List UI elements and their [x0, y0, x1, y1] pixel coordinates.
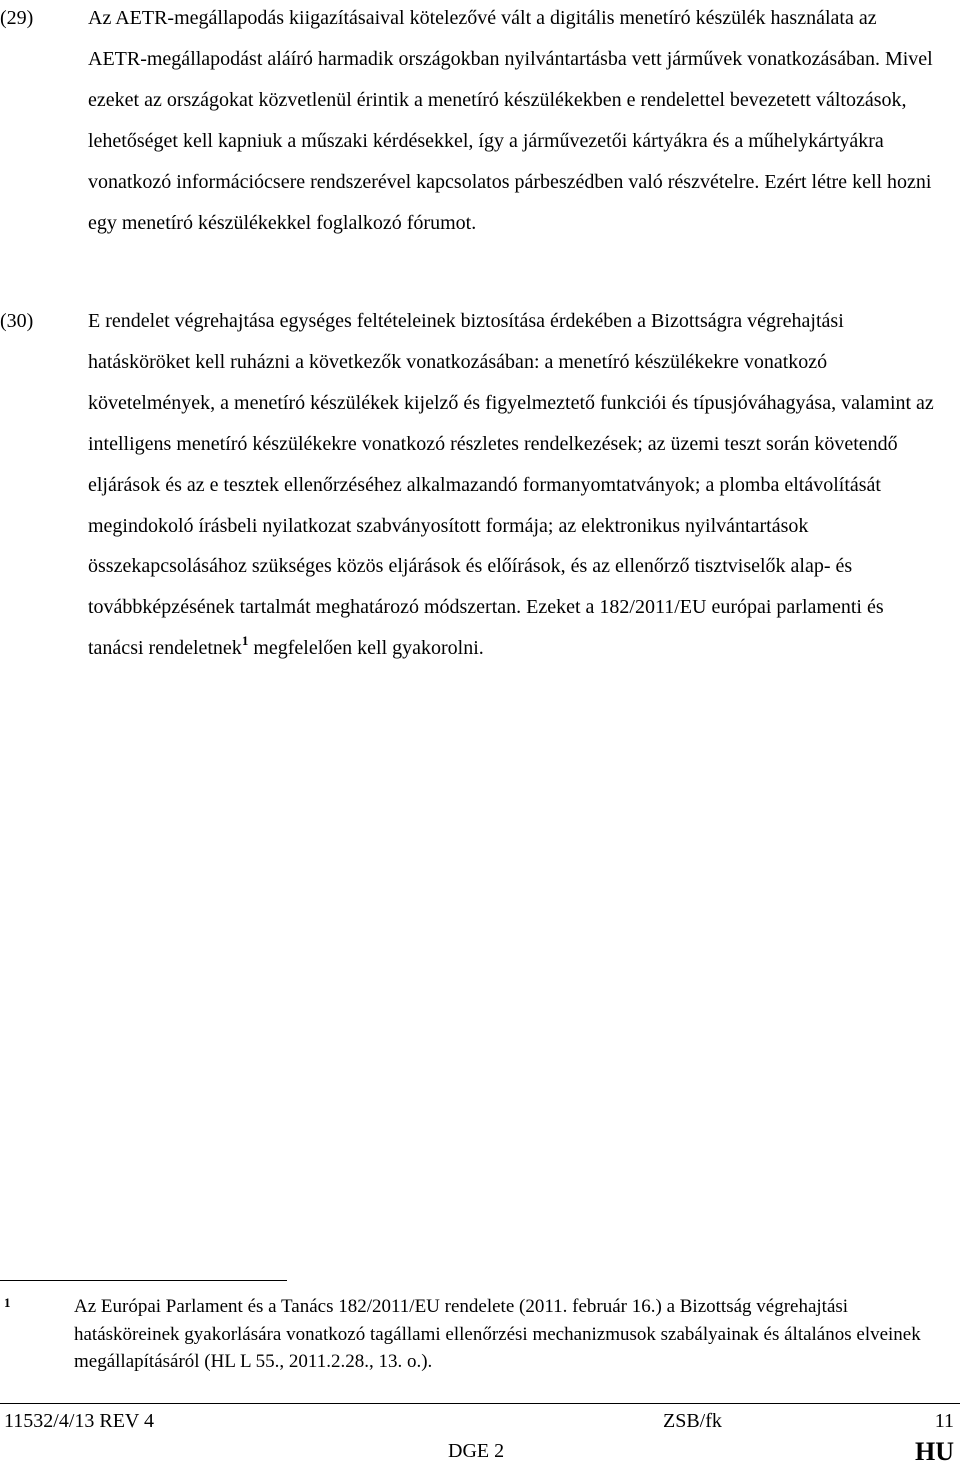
footnote-text: Az Európai Parlament és a Tanács 182/2011/EU rendelete (2011. február 16.) a Bizottság végrehajtási hatásköreinek gyakorlására vonatkozó tagállami ellenőrzési mechanizmusok szabályainak és általános elveinek megállapításáról (HL L 55., 2011.2.28., 13. o.).: [74, 1296, 921, 1372]
recital-text: Az AETR-megállapodás kiigazításaival kötelezővé vált a digitális menetíró készülék használata az AETR-megállapodást aláíró harmadik országokban nyilvántartásba vett járművek vonatkozásában. Mivel ezeket az országokat közvetlenül érintik a menetíró készülékekben e rendelettel bevezetett változások, lehetőséget kell kapniuk a műszaki kérdésekkel, így a járművezetői kártyákra és a műhelykártyákra vonatkozó információcsere rendszerével kapcsolatos párbeszédben való részvételre. Ezért létre kell hozni egy menetíró készülékekkel foglalkozó fórumot.: [88, 7, 933, 234]
footer-reference: ZSB/fk: [663, 1410, 722, 1432]
recital-number: (30): [0, 310, 34, 332]
recital-number: (29): [0, 7, 34, 29]
footer-directorate: DGE 2: [448, 1440, 505, 1462]
footer-rule: [0, 1403, 960, 1404]
recital-text-main: E rendelet végrehajtása egységes feltételeinek biztosítása érdekében a Bizottságra végrehajtási hatásköröket kell ruházni a következők vonatkozásában: a menetíró készülékekre vonatkozó követelmények, a menetíró készülékek kijelző és figyelmeztető funkciói és típusjóváhagyása, valamint az intelligens menetíró készülékekre vonatkozó részletes rendelkezések; az üzemi teszt során követendő eljárások és az e tesztek ellenőrzéséhez alkalmazandó formanyomtatványok; a plomba eltávolítását megindokoló írásbeli nyilatkozat szabványosított formája; az elektronikus nyilvántartások összekapcsolásához szükséges közös eljárások és előírások, és az ellenőrző tisztviselők alap- és továbbképzésének tartalmát meghatározó módszertan. Ezeket a 182/2011/EU európai parlamenti és tanácsi rendeletnek: [88, 310, 934, 660]
footer-language: HU: [915, 1437, 954, 1466]
recital-text-end: megfelelően kell gyakorolni.: [248, 637, 484, 660]
footnote-separator: [0, 1280, 287, 1281]
footer-page-number: 11: [934, 1410, 954, 1432]
footer-document-number: 11532/4/13 REV 4: [4, 1410, 155, 1432]
recital-text: [88, 301, 938, 669]
footnote-mark: 1: [4, 1295, 11, 1310]
footnote-reference[interactable]: 1: [241, 633, 249, 649]
